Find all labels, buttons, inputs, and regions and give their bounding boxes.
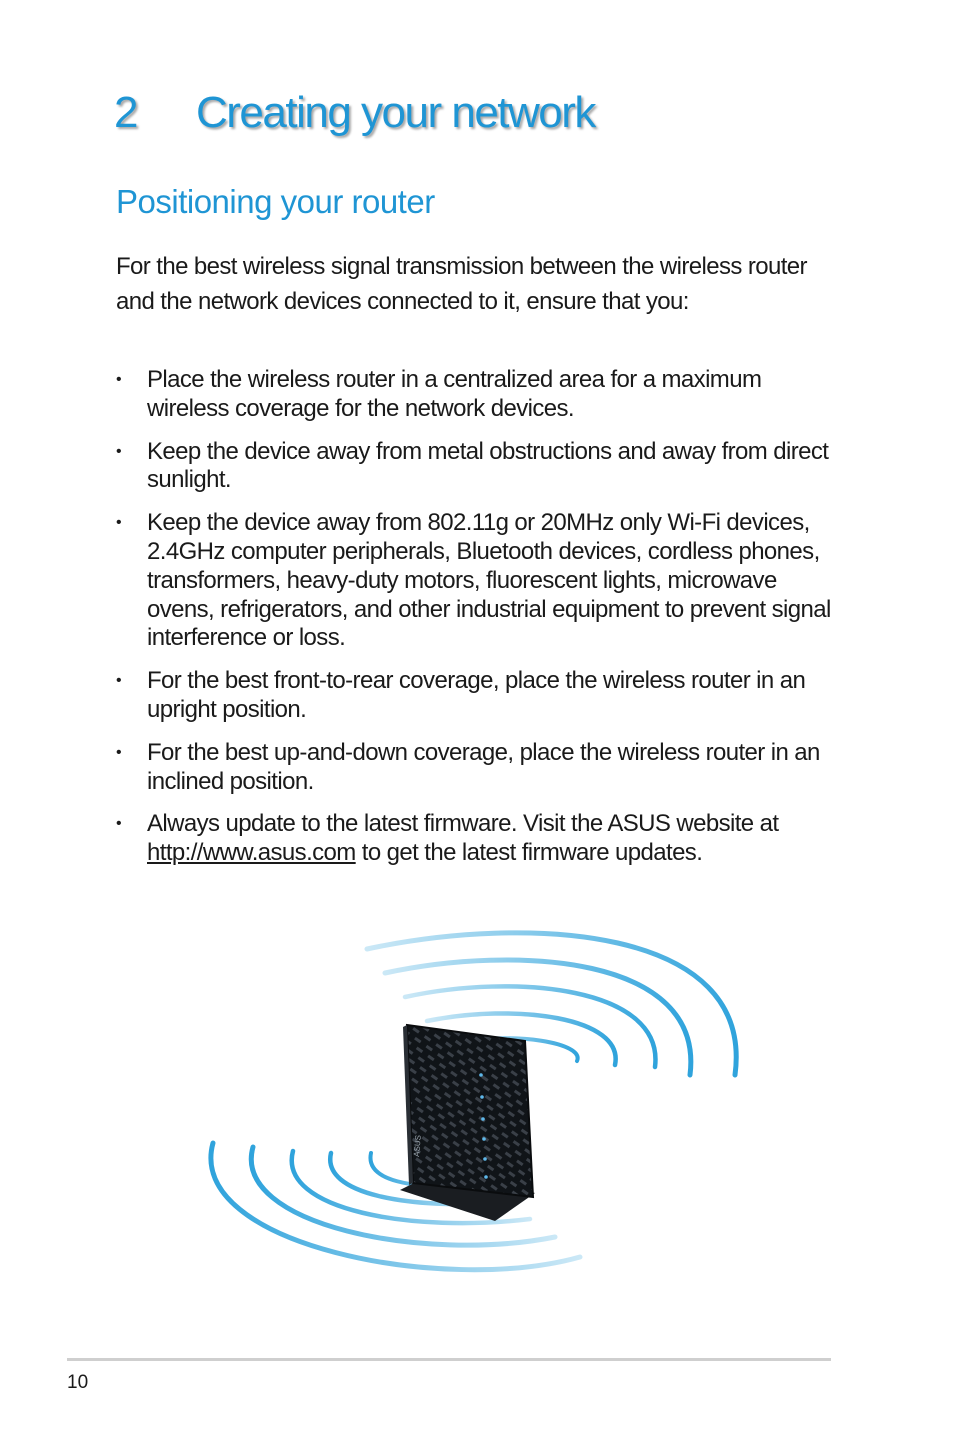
bullet-text: For the best up-and-down coverage, place the wireless router in an inclined position. xyxy=(147,738,820,795)
chapter-title xyxy=(114,88,595,138)
bullet-icon: • xyxy=(116,672,122,690)
bullet-icon: • xyxy=(116,371,122,388)
bullet-text: Place the wireless router in a centralized area for a maximum wireless coverage for the network devices. xyxy=(147,366,762,422)
bullet-item xyxy=(116,810,836,868)
bullet-item xyxy=(116,667,836,725)
bullet-item xyxy=(116,438,836,496)
section-title: Positioning your router xyxy=(116,183,435,220)
bullet-text-after-link: to get the latest firmware updates. xyxy=(355,839,703,867)
intro-paragraph: For the best wireless signal transmission between the wireless router and the network devices connected to it, ensure that you: xyxy=(116,253,807,315)
bullet-text: Keep the device away from metal obstructions and away from direct sunlight. xyxy=(147,437,829,494)
footer-divider xyxy=(67,1358,831,1361)
bullet-text: For the best front-to-rear coverage, place the wireless router in an upright position. xyxy=(147,667,806,723)
bullet-icon: • xyxy=(116,743,122,761)
bullet-icon: • xyxy=(116,442,122,460)
router-brand-label: ASUS xyxy=(412,1134,423,1158)
asus-website-link[interactable]: http://www.asus.com xyxy=(147,839,356,867)
bullet-text: Keep the device away from 802.11g or 20MHz only Wi-Fi devices, 2.4GHz computer peripherals, Bluetooth devices, cordless phones, transformers, heavy-duty motors, fluorescent lights, microwave ovens, refrigerators, and other industrial equipment to prevent signal interference or loss. xyxy=(147,509,831,652)
bullet-text-before-link: Always update to the latest firmware. Visit the ASUS website at xyxy=(147,810,779,838)
page-number: 10 xyxy=(67,1372,89,1393)
bullet-icon: • xyxy=(116,514,122,532)
bullet-icon: • xyxy=(116,815,122,833)
chapter-title-text: Creating your network xyxy=(196,88,595,137)
bullet-item xyxy=(116,739,836,797)
bullet-item xyxy=(116,509,836,653)
router-illustration xyxy=(195,925,755,1285)
router-body xyxy=(407,1025,533,1197)
bullet-item xyxy=(116,366,836,424)
bullet-list xyxy=(116,366,836,882)
chapter-number: 2 xyxy=(114,88,137,137)
